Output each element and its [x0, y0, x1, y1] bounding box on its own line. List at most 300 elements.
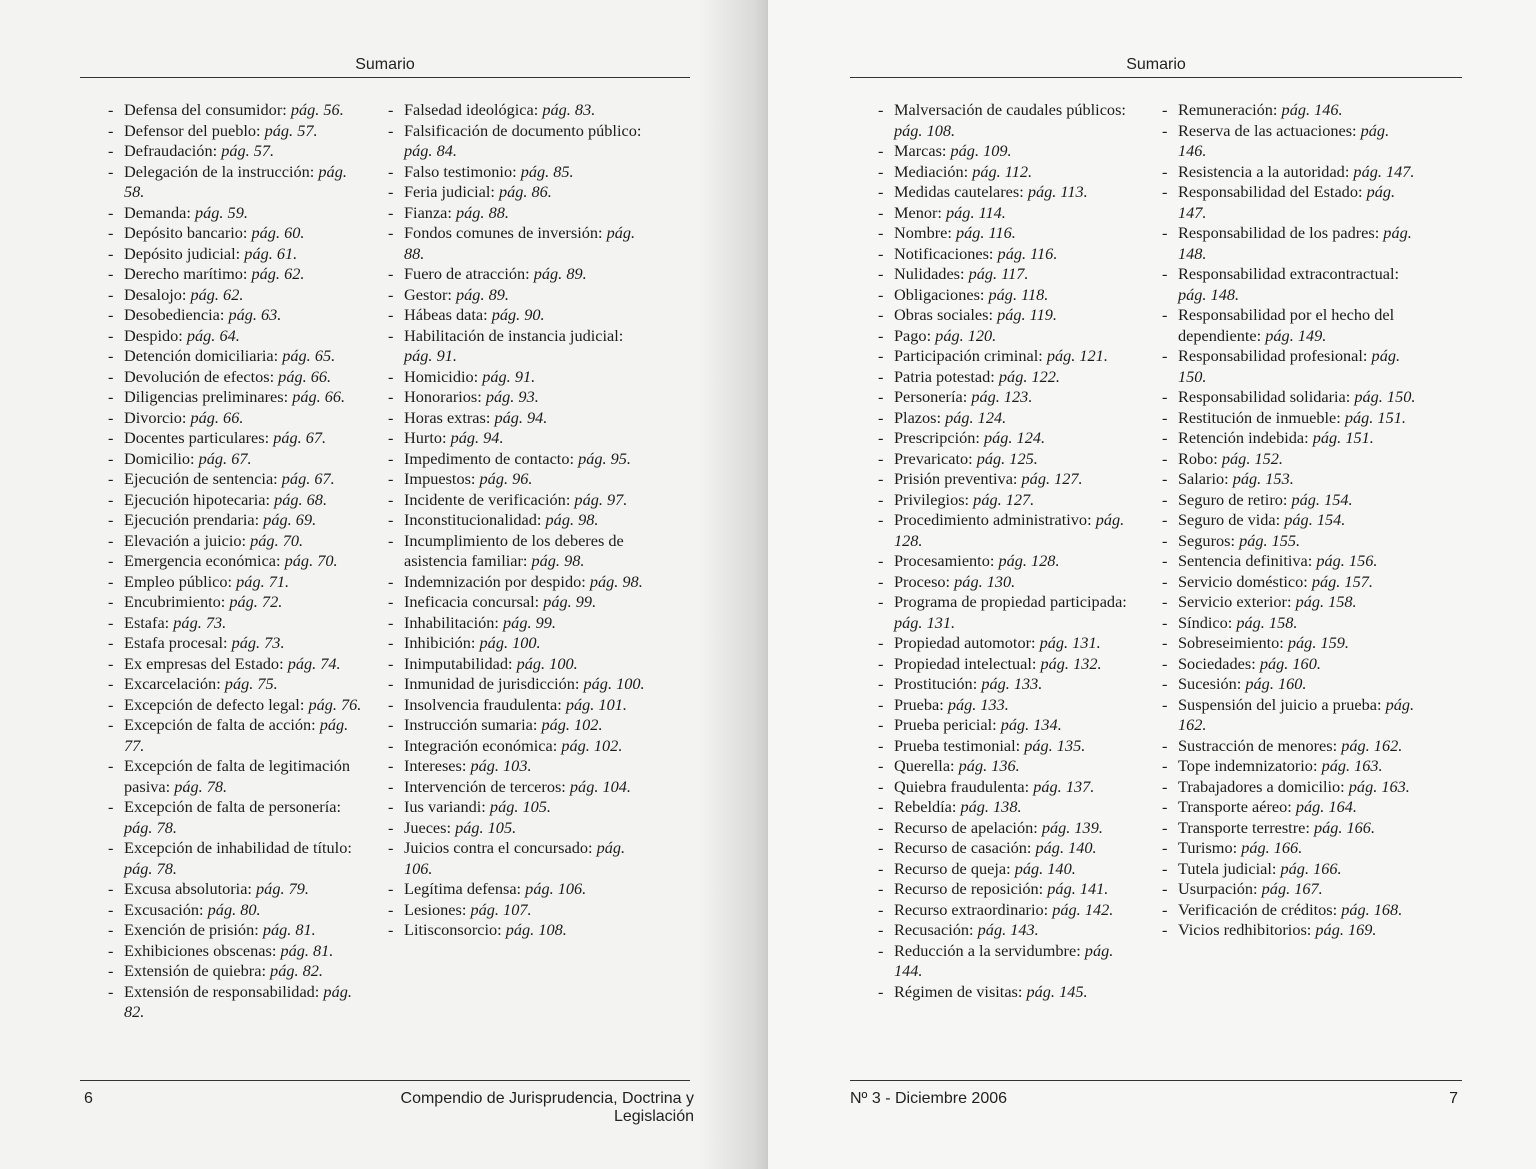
- entry-page-ref: pág. 163.: [1348, 776, 1410, 796]
- index-entry: [874, 941, 1136, 982]
- entry-page-ref: pág. 109.: [950, 141, 1012, 160]
- index-entry: [104, 674, 362, 695]
- entry-term: Salario:: [1178, 469, 1229, 488]
- entry-term: Divorcio:: [124, 407, 187, 427]
- entry-page-ref: pág. 72.: [229, 592, 283, 611]
- index-entry: [874, 736, 1136, 757]
- entry-page-ref: pág. 100.: [516, 653, 578, 673]
- entry-page-ref: pág. 123.: [971, 387, 1033, 406]
- index-entry: [384, 920, 646, 941]
- entry-page-ref: pág. 98.: [531, 551, 585, 570]
- entry-page-ref: pág. 57.: [221, 141, 275, 160]
- entry-page-ref: pág. 146.: [1281, 100, 1343, 119]
- entry-page-ref: pág. 76.: [308, 694, 362, 714]
- entry-term: Inhibición:: [404, 633, 476, 652]
- entry-term: Extensión de quiebra:: [124, 961, 266, 980]
- index-entry: [1158, 592, 1420, 613]
- index-entry: [874, 428, 1136, 449]
- entry-term: Usurpación:: [1178, 879, 1258, 898]
- header-rule: [80, 77, 690, 78]
- index-entry: [874, 715, 1136, 736]
- index-entry: [384, 818, 646, 839]
- entry-page-ref: pág. 86.: [498, 182, 552, 201]
- entry-page-ref: pág. 66.: [292, 387, 346, 406]
- index-entry: [104, 305, 362, 326]
- entry-page-ref: pág. 58.: [124, 161, 347, 201]
- index-entry: [384, 326, 646, 367]
- entry-term: Prueba testimonial:: [894, 735, 1021, 755]
- entry-term: Sucesión:: [1178, 674, 1242, 693]
- entry-page-ref: pág. 79.: [256, 879, 309, 898]
- entry-page-ref: pág. 94.: [494, 407, 548, 427]
- index-entry: [874, 469, 1136, 490]
- entry-page-ref: pág. 90.: [491, 305, 545, 324]
- entry-term: Emergencia económica:: [124, 551, 281, 570]
- entry-term: Verificación de créditos:: [1178, 899, 1338, 919]
- entry-term: Falsedad ideológica:: [404, 100, 539, 119]
- index-entry: [1158, 264, 1420, 305]
- entry-term: Nombre:: [894, 223, 952, 242]
- index-entry: [384, 797, 646, 818]
- entry-term: Remuneración:: [1178, 100, 1278, 119]
- entry-page-ref: pág. 81.: [262, 920, 316, 939]
- index-entry: [384, 469, 646, 490]
- entry-page-ref: pág. 117.: [968, 264, 1029, 283]
- index-entry: [874, 756, 1136, 777]
- entry-term: Restitución de inmueble:: [1178, 407, 1341, 427]
- entry-page-ref: pág. 65.: [282, 346, 336, 365]
- entry-term: Juicios contra el concursado:: [404, 838, 593, 857]
- index-entry: [1158, 121, 1420, 162]
- entry-page-ref: pág. 128.: [998, 551, 1060, 570]
- index-entry: [874, 818, 1136, 839]
- entry-term: Tutela judicial:: [1178, 858, 1277, 878]
- index-entry: [384, 490, 646, 511]
- entry-term: Vicios redhibitorios:: [1178, 920, 1312, 939]
- entry-page-ref: pág. 131.: [894, 612, 956, 632]
- entry-page-ref: pág. 106.: [404, 838, 626, 878]
- entry-page-ref: pág. 97.: [574, 489, 628, 509]
- entry-term: Prevaricato:: [894, 448, 973, 468]
- entry-page-ref: pág. 151.: [1312, 428, 1374, 447]
- entry-term: Procesamiento:: [894, 551, 995, 570]
- entry-term: Depósito judicial:: [124, 243, 241, 263]
- entry-term: Excepción de falta de legitimación pasiva:: [124, 756, 351, 796]
- entry-page-ref: pág. 105.: [455, 817, 517, 837]
- index-entry: [874, 900, 1136, 921]
- index-entry: [384, 408, 646, 429]
- index-entry: [104, 531, 362, 552]
- index-entry: [874, 100, 1136, 141]
- entry-page-ref: pág. 116.: [997, 243, 1058, 263]
- entry-page-ref: pág. 140.: [1014, 858, 1076, 878]
- entry-page-ref: pág. 158.: [1236, 612, 1298, 632]
- index-entry: [1158, 162, 1420, 183]
- entry-term: Estafa:: [124, 612, 170, 632]
- index-entry: [104, 941, 362, 962]
- index-entry: [874, 141, 1136, 162]
- entry-term: Propiedad automotor:: [894, 633, 1036, 652]
- entry-page-ref: pág. 62.: [251, 264, 305, 283]
- entry-term: Docentes particulares:: [124, 428, 270, 447]
- entry-term: Tope indemnizatorio:: [1178, 756, 1318, 775]
- entry-page-ref: pág. 153.: [1232, 469, 1294, 488]
- entry-term: Responsabilidad extracontractual:: [1178, 264, 1400, 283]
- entry-term: Encubrimiento:: [124, 592, 226, 611]
- entry-term: Recurso de apelación:: [894, 817, 1038, 837]
- index-entry: [1158, 900, 1420, 921]
- page-header: Sumario: [1126, 56, 1186, 73]
- entry-page-ref: pág. 95.: [578, 448, 631, 468]
- entry-page-ref: pág. 69.: [263, 510, 317, 529]
- index-entry: [1158, 428, 1420, 449]
- entry-page-ref: pág. 128.: [894, 510, 1125, 550]
- entry-term: Menor:: [894, 202, 942, 222]
- entry-page-ref: pág. 168.: [1341, 899, 1403, 919]
- entry-term: Sentencia definitiva:: [1178, 551, 1313, 570]
- entry-page-ref: pág. 96.: [479, 469, 533, 488]
- index-entry: [874, 695, 1136, 716]
- entry-page-ref: pág. 122.: [998, 366, 1060, 386]
- index-entry: [874, 838, 1136, 859]
- entry-page-ref: pág. 107.: [470, 899, 532, 919]
- entry-page-ref: pág. 119.: [997, 305, 1057, 324]
- index-entry: [384, 777, 646, 798]
- entry-term: Responsabilidad profesional:: [1178, 346, 1368, 365]
- entry-term: Recusación:: [894, 920, 974, 939]
- index-entry: [384, 531, 646, 572]
- index-entry: [1158, 859, 1420, 880]
- entry-term: Plazos:: [894, 407, 942, 427]
- right-page: [768, 0, 1536, 1169]
- entry-term: Desalojo:: [124, 284, 187, 304]
- entry-page-ref: pág. 103.: [470, 756, 532, 775]
- entry-term: Derecho marítimo:: [124, 264, 248, 283]
- index-entry: [874, 797, 1136, 818]
- index-entry: [1158, 449, 1420, 470]
- index-entry: [384, 838, 646, 879]
- entry-page-ref: pág. 102.: [541, 715, 603, 734]
- index-entry: [1158, 879, 1420, 900]
- entry-page-ref: pág. 124.: [983, 428, 1046, 447]
- entry-page-ref: pág. 68.: [274, 489, 328, 509]
- entry-page-ref: pág. 130.: [954, 571, 1016, 591]
- entry-page-ref: pág. 113.: [1027, 182, 1088, 201]
- index-entry: [1158, 572, 1420, 593]
- entry-page-ref: pág. 81.: [280, 940, 334, 960]
- entry-page-ref: pág. 61.: [244, 243, 298, 263]
- entry-term: Impedimento de contacto:: [404, 448, 574, 468]
- index-entry: [104, 572, 362, 593]
- index-entry: [104, 162, 362, 203]
- entry-term: Nulidades:: [894, 264, 965, 283]
- index-entry: [384, 305, 646, 326]
- index-entry: [1158, 633, 1420, 654]
- index-entry: [104, 223, 362, 244]
- index-entry: [1158, 654, 1420, 675]
- entry-term: Falso testimonio:: [404, 161, 517, 181]
- entry-term: Trabajadores a domicilio:: [1178, 776, 1345, 796]
- entry-page-ref: pág. 162.: [1341, 735, 1403, 755]
- index-entry: [384, 449, 646, 470]
- entry-term: Empleo público:: [124, 571, 233, 591]
- entry-term: Procedimiento administrativo:: [894, 510, 1092, 529]
- gutter-shadow: [700, 0, 768, 1169]
- entry-term: Falsificación de documento público:: [404, 120, 642, 140]
- index-entry: [874, 223, 1136, 244]
- entry-page-ref: pág. 67.: [198, 448, 252, 468]
- index-entry: [874, 285, 1136, 306]
- index-entry: [384, 100, 646, 121]
- entry-page-ref: pág. 136.: [958, 756, 1020, 775]
- entry-page-ref: pág. 82.: [124, 981, 352, 1021]
- entry-page-ref: pág. 143.: [977, 920, 1039, 939]
- index-entry: [384, 264, 646, 285]
- entry-page-ref: pág. 147.: [1353, 161, 1415, 181]
- entry-term: Defensa del consumidor:: [124, 100, 287, 119]
- index-entry: [104, 695, 362, 716]
- entry-term: Suspensión del juicio a prueba:: [1178, 694, 1382, 714]
- entry-term: Diligencias preliminares:: [124, 387, 289, 406]
- entry-page-ref: pág. 59.: [194, 202, 248, 222]
- entry-term: Exhibiciones obscenas:: [124, 940, 277, 960]
- entry-page-ref: pág. 124.: [945, 407, 1007, 427]
- entry-page-ref: pág. 144.: [894, 940, 1114, 980]
- entry-term: Horas extras:: [404, 407, 491, 427]
- index-entry: [104, 510, 362, 531]
- entry-term: Jueces:: [404, 817, 452, 837]
- entry-page-ref: pág. 88.: [456, 202, 509, 222]
- entry-page-ref: pág. 131.: [1039, 633, 1101, 652]
- entry-term: Responsabilidad de los padres:: [1178, 223, 1380, 242]
- entry-term: Incidente de verificación:: [404, 489, 571, 509]
- entry-page-ref: pág. 98.: [589, 571, 643, 591]
- index-entry: [104, 346, 362, 367]
- index-entry: [104, 326, 362, 347]
- index-entry: [104, 121, 362, 142]
- entry-page-ref: pág. 77.: [124, 715, 349, 755]
- index-entry: [104, 613, 362, 634]
- entry-page-ref: pág. 94.: [450, 428, 504, 447]
- entry-term: Prueba pericial:: [894, 715, 997, 734]
- index-entry: [1158, 777, 1420, 798]
- index-entry: [104, 756, 362, 797]
- entry-term: Instrucción sumaria:: [404, 715, 538, 734]
- index-entry: [1158, 736, 1420, 757]
- index-entry: [104, 879, 362, 900]
- entry-term: Fianza:: [404, 202, 452, 222]
- entry-page-ref: pág. 120.: [935, 325, 997, 345]
- entry-term: Recurso de reposición:: [894, 879, 1044, 898]
- index-entry: [104, 387, 362, 408]
- page-number: 7: [1449, 1090, 1458, 1107]
- entry-term: Quiebra fraudulenta:: [894, 776, 1030, 796]
- index-entry: [1158, 408, 1420, 429]
- entry-page-ref: pág. 70.: [284, 551, 338, 570]
- entry-term: Ex empresas del Estado:: [124, 653, 284, 673]
- entry-term: Síndico:: [1178, 612, 1233, 632]
- entry-term: Depósito bancario:: [124, 223, 248, 242]
- entry-term: Participación criminal:: [894, 346, 1043, 365]
- entry-term: Intereses:: [404, 756, 467, 775]
- index-entry: [104, 244, 362, 265]
- entry-page-ref: pág. 150.: [1354, 387, 1416, 406]
- index-entry: [874, 674, 1136, 695]
- entry-page-ref: pág. 84.: [404, 141, 457, 160]
- index-entry: [104, 469, 362, 490]
- entry-term: Detención domiciliaria:: [124, 346, 279, 365]
- entry-page-ref: pág. 56.: [290, 100, 344, 119]
- index-entry: [1158, 797, 1420, 818]
- entry-page-ref: pág. 98.: [545, 510, 599, 529]
- entry-page-ref: pág. 169.: [1315, 920, 1377, 939]
- index-entry: [874, 305, 1136, 326]
- entry-page-ref: pág. 66.: [190, 407, 244, 427]
- entry-term: Incumplimiento de los deberes de asistencia familiar:: [404, 530, 624, 570]
- entry-page-ref: pág. 155.: [1239, 530, 1301, 550]
- entry-term: Recurso de queja:: [894, 858, 1011, 878]
- entry-page-ref: pág. 160.: [1259, 653, 1321, 673]
- index-entry: [384, 182, 646, 203]
- entry-page-ref: pág. 137.: [1033, 776, 1095, 796]
- index-entry: [874, 264, 1136, 285]
- entry-term: Sustracción de menores:: [1178, 735, 1338, 755]
- entry-term: Obligaciones:: [894, 284, 985, 304]
- entry-term: Fuero de atracción:: [404, 264, 530, 283]
- entry-page-ref: pág. 135.: [1024, 735, 1086, 755]
- entry-page-ref: pág. 156.: [1316, 551, 1378, 570]
- entry-term: Seguro de vida:: [1178, 510, 1281, 529]
- entry-page-ref: pág. 133.: [981, 674, 1043, 693]
- entry-page-ref: pág. 73.: [231, 633, 285, 652]
- index-entry: [104, 490, 362, 511]
- entry-page-ref: pág. 140.: [1035, 838, 1097, 857]
- entry-term: Prisión preventiva:: [894, 469, 1018, 488]
- index-entry: [384, 285, 646, 306]
- entry-page-ref: pág. 60.: [251, 223, 305, 242]
- index-entry: [1158, 223, 1420, 264]
- entry-term: Prescripción:: [894, 428, 980, 447]
- entry-term: Recurso de casación:: [894, 838, 1032, 857]
- entry-term: Prueba:: [894, 694, 944, 714]
- entry-term: Medidas cautelares:: [894, 182, 1024, 201]
- entry-page-ref: pág. 118.: [988, 284, 1049, 304]
- entry-page-ref: pág. 152.: [1221, 448, 1283, 468]
- entry-term: Privilegios:: [894, 489, 970, 509]
- index-entry: [874, 387, 1136, 408]
- entry-page-ref: pág. 104.: [569, 776, 631, 796]
- entry-term: Legítima defensa:: [404, 879, 522, 898]
- entry-page-ref: pág. 88.: [404, 223, 636, 263]
- publication-title: Compendio de Jurisprudencia, Doctrina y Legislación: [400, 1090, 694, 1125]
- entry-page-ref: pág. 102.: [561, 735, 623, 755]
- entry-page-ref: pág. 148.: [1178, 284, 1240, 304]
- entry-term: Domicilio:: [124, 448, 195, 468]
- index-entry: [1158, 469, 1420, 490]
- entry-page-ref: pág. 121.: [1046, 346, 1108, 365]
- entry-page-ref: pág. 91.: [404, 346, 457, 365]
- entry-term: Resistencia a la autoridad:: [1178, 161, 1350, 181]
- index-entry: [104, 633, 362, 654]
- entry-term: Insolvencia fraudulenta:: [404, 694, 562, 714]
- entry-term: Inimputabilidad:: [404, 653, 513, 673]
- entry-page-ref: pág. 66.: [278, 366, 332, 386]
- index-entry: [384, 203, 646, 224]
- entry-term: Demanda:: [124, 202, 191, 222]
- footer-rule: [80, 1080, 690, 1081]
- entry-term: Ejecución prendaria:: [124, 510, 260, 529]
- entry-term: Malversación de caudales públicos:: [894, 100, 1126, 119]
- index-entry: [1158, 756, 1420, 777]
- index-entry: [104, 367, 362, 388]
- entry-term: Rebeldía:: [894, 797, 957, 816]
- entry-page-ref: pág. 112.: [972, 161, 1033, 181]
- entry-term: Despido:: [124, 325, 183, 345]
- index-entry: [384, 736, 646, 757]
- entry-page-ref: pág. 159.: [1287, 633, 1349, 652]
- index-entry: [384, 162, 646, 183]
- entry-page-ref: pág. 166.: [1280, 858, 1342, 878]
- index-entry: [104, 428, 362, 449]
- entry-term: Programa de propiedad participada:: [894, 592, 1127, 611]
- index-entry: [384, 121, 646, 162]
- entry-page-ref: pág. 70.: [250, 530, 304, 550]
- entry-term: Notificaciones:: [894, 243, 994, 263]
- index-entry: [384, 695, 646, 716]
- entry-page-ref: pág. 149.: [1265, 325, 1327, 345]
- index-entry: [874, 551, 1136, 572]
- entry-page-ref: pág. 80.: [207, 899, 261, 919]
- entry-term: Patria potestad:: [894, 366, 995, 386]
- index-entry: [104, 408, 362, 429]
- index-entry: [384, 572, 646, 593]
- entry-term: Ius variandi:: [404, 797, 486, 816]
- index-entry: [384, 879, 646, 900]
- index-entry: [874, 592, 1136, 633]
- entry-term: Inmunidad de jurisdicción:: [404, 674, 580, 693]
- entry-page-ref: pág. 157.: [1311, 571, 1373, 591]
- entry-term: Indemnización por despido:: [404, 571, 586, 591]
- entry-term: Hábeas data:: [404, 305, 488, 324]
- index-column-right-2: [1158, 100, 1420, 941]
- index-entry: [104, 141, 362, 162]
- index-entry: [384, 900, 646, 921]
- index-entry: [874, 449, 1136, 470]
- entry-page-ref: pág. 105.: [489, 797, 551, 816]
- entry-term: Robo:: [1178, 448, 1218, 468]
- entry-page-ref: pág. 89.: [533, 264, 587, 283]
- entry-term: Querella:: [894, 756, 955, 775]
- entry-term: Estafa procesal:: [124, 633, 228, 652]
- entry-term: Devolución de efectos:: [124, 366, 275, 386]
- entry-term: Inhabilitación:: [404, 612, 499, 632]
- entry-term: Prostitución:: [894, 674, 978, 693]
- header-rule: [850, 77, 1462, 78]
- entry-page-ref: pág. 73.: [173, 612, 227, 632]
- index-entry: [874, 510, 1136, 551]
- index-entry: [384, 633, 646, 654]
- entry-page-ref: pág. 145.: [1026, 981, 1088, 1001]
- index-entry: [874, 920, 1136, 941]
- entry-page-ref: pág. 154.: [1291, 489, 1353, 509]
- index-entry: [1158, 182, 1420, 223]
- entry-page-ref: pág. 164.: [1295, 797, 1357, 816]
- index-column-left-1: [104, 100, 362, 1023]
- entry-page-ref: pág. 63.: [228, 305, 282, 324]
- index-entry: [104, 285, 362, 306]
- entry-term: Obras sociales:: [894, 305, 994, 324]
- entry-page-ref: pág. 148.: [1178, 223, 1412, 263]
